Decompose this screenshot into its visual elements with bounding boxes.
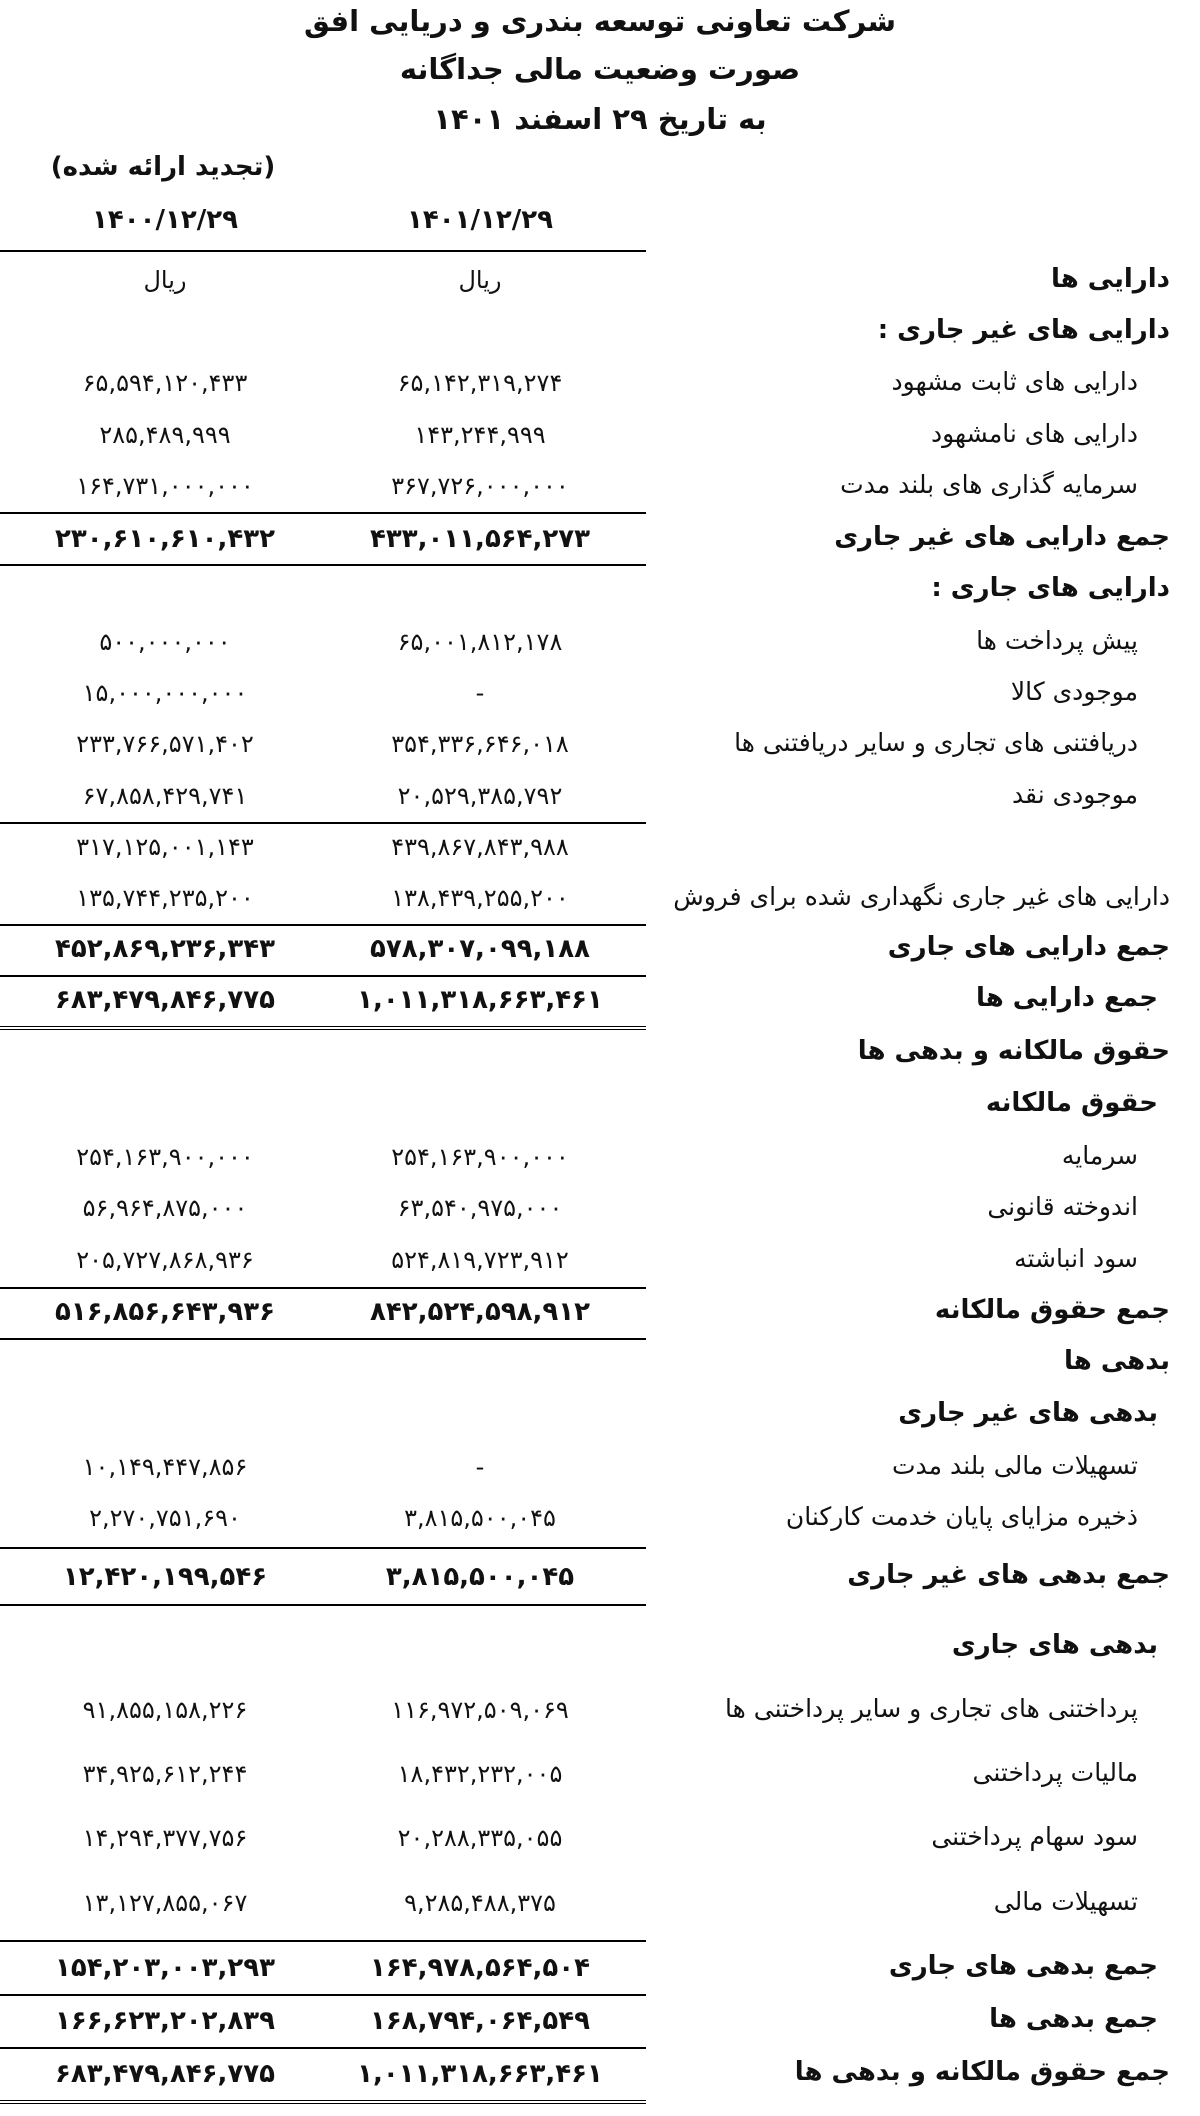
value-prior: ۲,۲۷۰,۷۵۱,۶۹۰ (89, 1504, 241, 1532)
value-prior: ۱۲,۴۲۰,۱۹۹,۵۴۶ (62, 1562, 268, 1592)
row-label: مالیات پرداختنی (972, 1758, 1138, 1787)
row-label: دارایی های ثابت مشهود (891, 367, 1138, 396)
value-current: ۱,۰۱۱,۳۱۸,۶۶۳,۴۶۱ (357, 2059, 603, 2089)
column-date-current: ۱۴۰۱/۱۲/۲۹ (407, 205, 553, 235)
column-date-prior: ۱۴۰۰/۱۲/۲۹ (92, 205, 238, 235)
row-label: جمع دارایی های غیر جاری (834, 522, 1170, 552)
value-prior: ۲۳۰,۶۱۰,۶۱۰,۴۳۲ (54, 524, 276, 554)
value-current: ۱,۰۱۱,۳۱۸,۶۶۳,۴۶۱ (357, 985, 603, 1015)
row-label: بدهی ها (1064, 1346, 1170, 1376)
row-label: تسهیلات مالی (993, 1887, 1138, 1916)
value-prior: ۲۰۵,۷۲۷,۸۶۸,۹۳۶ (76, 1246, 254, 1274)
value-current: ۶۳,۵۴۰,۹۷۵,۰۰۰ (397, 1194, 563, 1222)
table-row (0, 780, 1200, 820)
subtotal-rule (0, 564, 646, 566)
value-current: ۶۵,۱۴۲,۳۱۹,۲۷۴ (397, 369, 563, 397)
value-current: ۹,۲۸۵,۴۸۸,۳۷۵ (404, 1889, 556, 1917)
row-label: دریافتنی های تجاری و سایر دریافتنی ها (734, 728, 1138, 757)
subtotal-row (0, 831, 1200, 871)
value-current: ۸۴۲,۵۲۴,۵۹۸,۹۱۲ (369, 1297, 591, 1327)
table-row (0, 1758, 1200, 1798)
row-label: پیش پرداخت ها (976, 626, 1138, 655)
table-row (0, 626, 1200, 666)
subtotal-rule (0, 975, 646, 977)
row-label: دارایی های غیر جاری نگهداری شده برای فروش (673, 882, 1170, 911)
total-row (0, 1560, 1200, 1600)
row-label: دارایی های جاری : (931, 573, 1170, 603)
value-prior: ۱۶۴,۷۳۱,۰۰۰,۰۰۰ (76, 472, 254, 500)
value-prior: ۴۵۲,۸۶۹,۲۳۶,۳۴۳ (54, 934, 276, 964)
section-heading (0, 1398, 1200, 1438)
value-prior: ۱۳,۱۲۷,۸۵۵,۰۶۷ (82, 1889, 248, 1917)
value-prior: ۵۰۰,۰۰۰,۰۰۰ (99, 628, 231, 656)
subtotal-rule (0, 1547, 646, 1549)
table-row (0, 728, 1200, 768)
value-prior: ۱۵,۰۰۰,۰۰۰,۰۰۰ (82, 679, 248, 707)
row-label: حقوق مالکانه (985, 1088, 1158, 1118)
row-label: ذخیره مزایای پایان خدمت کارکنان (785, 1502, 1138, 1531)
row-label: موجودی کالا (1010, 677, 1138, 706)
table-row (0, 1141, 1200, 1181)
section-heading (0, 1088, 1200, 1128)
table-row (0, 1694, 1200, 1734)
value-prior: ۳۴,۹۲۵,۶۱۲,۲۴۴ (82, 1760, 248, 1788)
value-current: ۳۶۷,۷۲۶,۰۰۰,۰۰۰ (391, 472, 569, 500)
table-row (0, 1502, 1200, 1542)
row-label: سود انباشته (1014, 1244, 1138, 1273)
row-label: سرمایه گذاری های بلند مدت (840, 470, 1138, 499)
statement-title: صورت وضعیت مالی جداگانه (399, 52, 801, 86)
value-current: ۱۳۸,۴۳۹,۲۵۵,۲۰۰ (391, 884, 569, 912)
table-row (0, 1244, 1200, 1284)
value-prior: ۱۳۵,۷۴۴,۲۳۵,۲۰۰ (76, 884, 254, 912)
value-prior: ۶۵,۵۹۴,۱۲۰,۴۳۳ (82, 369, 248, 397)
row-label: سرمایه (1061, 1141, 1138, 1170)
subtotal-rule (0, 822, 646, 824)
value-current: ۲۰,۲۸۸,۳۳۵,۰۵۵ (397, 1824, 563, 1852)
company-name: شرکت تعاونی توسعه بندری و دریایی افق (303, 4, 897, 38)
value-prior: ۳۱۷,۱۲۵,۰۰۱,۱۴۳ (76, 833, 254, 861)
table-row (0, 1192, 1200, 1232)
restated-note: (تجدید ارائه شده) (50, 152, 276, 182)
value-current: - (475, 679, 485, 707)
table-row (0, 677, 1200, 717)
subtotal-rule (0, 2047, 646, 2049)
unit-prior: ریال (143, 266, 187, 294)
value-current: ۱۴۳,۲۴۴,۹۹۹ (414, 421, 546, 449)
value-current: ۲۰,۵۲۹,۳۸۵,۷۹۲ (397, 782, 563, 810)
row-label: جمع دارایی های جاری (887, 932, 1170, 962)
value-prior: ۵۱۶,۸۵۶,۶۴۳,۹۳۶ (54, 1297, 276, 1327)
total-row (0, 1951, 1200, 1991)
value-prior: ۶۷,۸۵۸,۴۲۹,۷۴۱ (82, 782, 248, 810)
value-current: ۴۳۳,۰۱۱,۵۶۴,۲۷۳ (369, 524, 591, 554)
subtotal-rule (0, 1287, 646, 1289)
row-label: جمع حقوق مالکانه و بدهی ها (794, 2057, 1170, 2087)
row-label: بدهی های جاری (951, 1630, 1158, 1660)
value-current: ۱۶۴,۹۷۸,۵۶۴,۵۰۴ (369, 1953, 591, 1983)
row-label: موجودی نقد (1011, 780, 1138, 809)
total-row (0, 1295, 1200, 1335)
value-prior: ۹۱,۸۵۵,۱۵۸,۲۲۶ (82, 1696, 248, 1724)
value-prior: ۱۰,۱۴۹,۴۴۷,۸۵۶ (82, 1453, 248, 1481)
table-row (0, 367, 1200, 407)
value-current: ۵۲۴,۸۱۹,۷۲۳,۹۱۲ (391, 1246, 569, 1274)
total-row (0, 2004, 1200, 2044)
section-heading (0, 1346, 1200, 1386)
value-prior: ۱۴,۲۹۴,۳۷۷,۷۵۶ (82, 1824, 248, 1852)
table-row (0, 1887, 1200, 1927)
row-label: جمع دارایی ها (975, 983, 1158, 1013)
section-heading (0, 1630, 1200, 1670)
double-rule (0, 2100, 646, 2106)
total-row (0, 932, 1200, 972)
value-prior: ۱۵۴,۲۰۳,۰۰۳,۲۹۳ (54, 1953, 276, 1983)
value-current: ۱۸,۴۳۲,۲۳۲,۰۰۵ (397, 1760, 563, 1788)
value-current: ۳,۸۱۵,۵۰۰,۰۴۵ (404, 1504, 556, 1532)
value-current: - (475, 1453, 485, 1481)
subtotal-rule (0, 1604, 646, 1606)
section-heading (0, 315, 1200, 355)
row-label: جمع بدهی های جاری (888, 1951, 1158, 1981)
row-label: پرداختنی های تجاری و سایر پرداختنی ها (724, 1694, 1138, 1723)
grand-total-row (0, 2057, 1200, 2097)
value-prior: ۲۳۳,۷۶۶,۵۷۱,۴۰۲ (76, 730, 254, 758)
value-current: ۵۷۸,۳۰۷,۰۹۹,۱۸۸ (369, 934, 591, 964)
total-row (0, 522, 1200, 562)
value-prior: ۵۶,۹۶۴,۸۷۵,۰۰۰ (82, 1194, 248, 1222)
value-current: ۱۱۶,۹۷۲,۵۰۹,۰۶۹ (391, 1696, 569, 1724)
subtotal-rule (0, 1940, 646, 1942)
unit-current: ریال (458, 266, 502, 294)
subtotal-rule (0, 1994, 646, 1996)
grand-total-row (0, 983, 1200, 1023)
header-rule (0, 250, 646, 252)
table-row (0, 882, 1200, 922)
subtotal-rule (0, 1338, 646, 1340)
row-label: حقوق مالکانه و بدهی ها (857, 1036, 1170, 1066)
row-label: دارایی های غیر جاری : (877, 315, 1170, 345)
value-current: ۳۵۴,۳۳۶,۶۴۶,۰۱۸ (391, 730, 569, 758)
units-row (0, 264, 1200, 304)
row-label: جمع بدهی های غیر جاری (847, 1560, 1170, 1590)
double-rule (0, 1026, 646, 1032)
statement-date: به تاریخ ۲۹ اسفند ۱۴۰۱ (433, 102, 767, 136)
value-prior: ۲۵۴,۱۶۳,۹۰۰,۰۰۰ (76, 1143, 254, 1171)
table-row (0, 1822, 1200, 1862)
subtotal-rule (0, 924, 646, 926)
section-heading (0, 573, 1200, 613)
value-prior: ۲۸۵,۴۸۹,۹۹۹ (99, 421, 231, 449)
value-current: ۴۳۹,۸۶۷,۸۴۳,۹۸۸ (391, 833, 569, 861)
value-current: ۶۵,۰۰۱,۸۱۲,۱۷۸ (397, 628, 563, 656)
row-label: دارایی ها (1050, 264, 1170, 294)
value-current: ۳,۸۱۵,۵۰۰,۰۴۵ (385, 1562, 575, 1592)
row-label: تسهیلات مالی بلند مدت (891, 1451, 1138, 1480)
row-label: اندوخته قانونی (987, 1192, 1138, 1221)
subtotal-rule (0, 512, 646, 514)
value-current: ۲۵۴,۱۶۳,۹۰۰,۰۰۰ (391, 1143, 569, 1171)
row-label: بدهی های غیر جاری (898, 1398, 1158, 1428)
row-label: دارایی های نامشهود (931, 419, 1138, 448)
value-prior: ۱۶۶,۶۲۳,۲۰۲,۸۳۹ (54, 2006, 276, 2036)
table-row (0, 1451, 1200, 1491)
row-label: جمع حقوق مالکانه (934, 1295, 1170, 1325)
table-row (0, 419, 1200, 459)
value-prior: ۶۸۳,۴۷۹,۸۴۶,۷۷۵ (54, 985, 276, 1015)
value-prior: ۶۸۳,۴۷۹,۸۴۶,۷۷۵ (54, 2059, 276, 2089)
row-label: جمع بدهی ها (989, 2004, 1158, 2034)
section-heading (0, 1036, 1200, 1076)
row-label: سود سهام پرداختنی (931, 1822, 1138, 1851)
table-row (0, 470, 1200, 510)
value-current: ۱۶۸,۷۹۴,۰۶۴,۵۴۹ (369, 2006, 591, 2036)
